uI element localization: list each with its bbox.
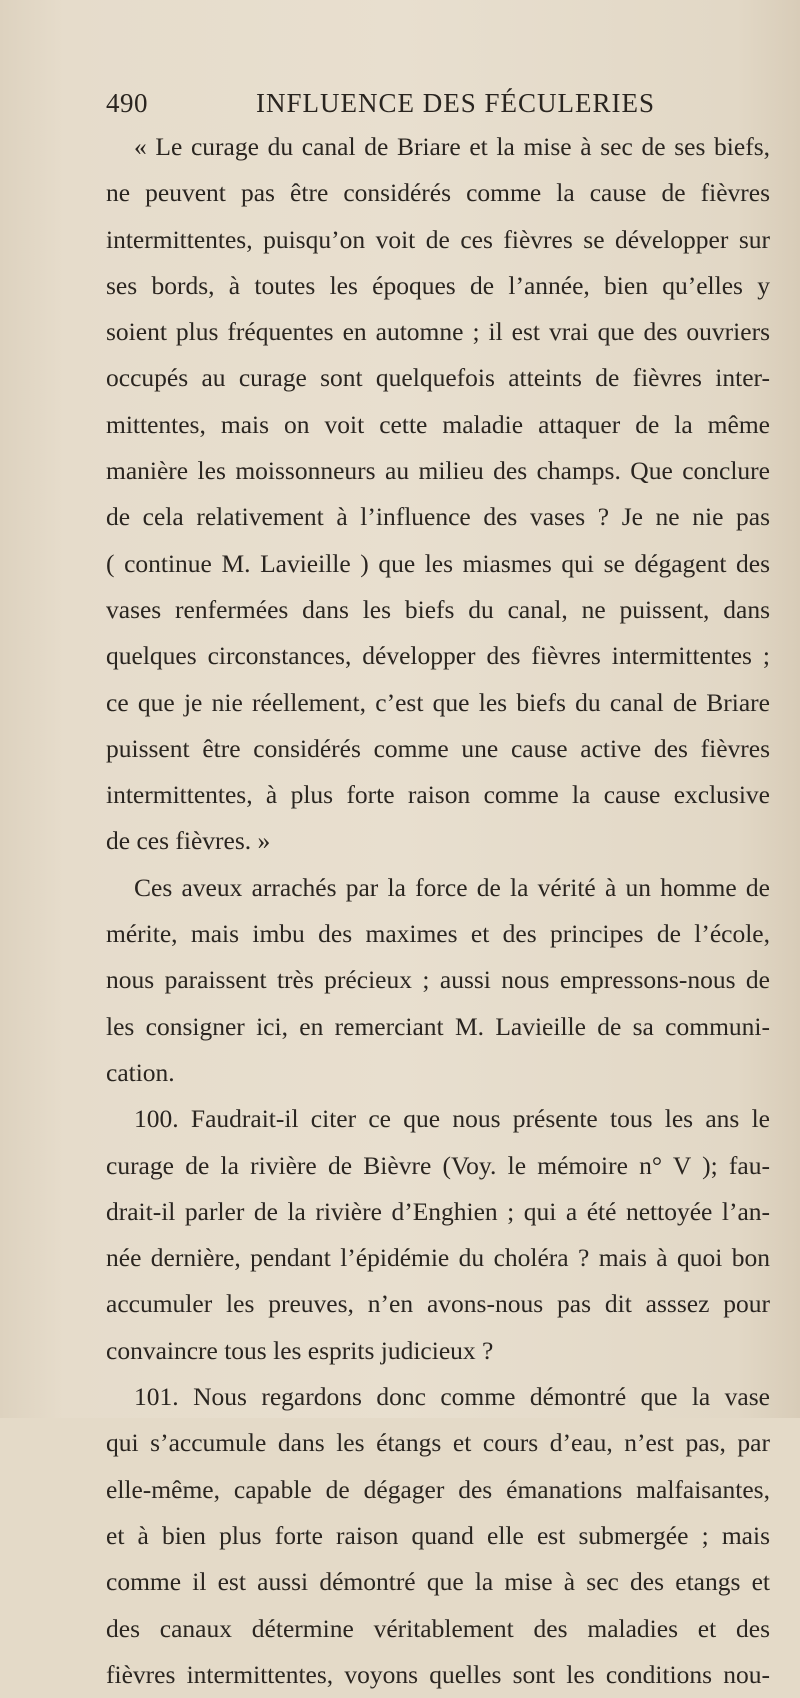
text-line: intermittentes, puisqu’on voit de ces fièvres se développer sur [106, 224, 770, 254]
text-line: curage de la rivière de Bièvre (Voy. le mémoire n° V ); fau- [106, 1150, 770, 1180]
text-line: ( continue M. Lavieille ) que les miasmes qui se dégagent des [106, 548, 770, 578]
text-line: les consigner ici, en remerciant M. Lavieille de sa communi- [106, 1011, 770, 1041]
page-number: 490 [106, 88, 148, 118]
text-line: comme il est aussi démontré que la mise à sec des etangs et [106, 1567, 770, 1597]
text-line: de cela relativement à l’influence des vases ? Je ne nie pas [106, 502, 770, 532]
text-line: ce que je nie réellement, c’est que les biefs du canal de Briare [106, 687, 770, 717]
text-line: mittentes, mais on voit cette maladie attaquer de la même [106, 409, 770, 439]
text-line: convaincre tous les esprits judicieux ? [106, 1335, 494, 1365]
running-title: INFLUENCE DES FÉCULERIES [256, 88, 656, 118]
text-line: ses bords, à toutes les époques de l’année, bien qu’elles y [106, 270, 770, 300]
body-text [106, 124, 770, 1698]
text-line: occupés au curage sont quelquefois atteints de fièvres inter- [106, 363, 770, 393]
text-line: qui s’accumule dans les étangs et cours d’eau, n’est pas, par [106, 1428, 770, 1458]
text-line: manière les moissonneurs au milieu des champs. Que conclure [106, 456, 770, 486]
text-line: 101. Nous regardons donc comme démontré que la vase [134, 1382, 770, 1412]
text-line: drait-il parler de la rivière d’Enghien ; qui a été nettoyée l’an- [106, 1196, 770, 1226]
text-line: nous paraissent très précieux ; aussi nous empressons-nous de [106, 965, 770, 995]
text-line: née dernière, pendant l’épidémie du choléra ? mais à quoi bon [106, 1243, 770, 1273]
text-line: vases renfermées dans les biefs du canal, ne puissent, dans [106, 594, 770, 624]
page-header [106, 88, 760, 128]
text-line: et à bien plus forte raison quand elle est submergée ; mais [106, 1520, 770, 1550]
text-line: 100. Faudrait-il citer ce que nous présente tous les ans le [134, 1104, 770, 1134]
text-line: des canaux détermine véritablement des maladies et des [106, 1613, 770, 1643]
text-line: soient plus fréquentes en automne ; il est vrai que des ouvriers [106, 317, 770, 347]
text-line: quelques circonstances, développer des fièvres intermittentes ; [106, 641, 770, 671]
text-line: « Le curage du canal de Briare et la mise à sec de ses biefs, [134, 132, 770, 161]
text-line: Ces aveux arrachés par la force de la vérité à un homme de [134, 872, 770, 902]
text-line: ne peuvent pas être considérés comme la cause de fièvres [106, 178, 770, 208]
text-line: intermittentes, à plus forte raison comme la cause exclusive [106, 780, 770, 810]
text-line: fièvres intermittentes, voyons quelles sont les conditions nou- [106, 1659, 770, 1689]
text-line: de ces fièvres. » [106, 826, 271, 856]
text-line: mérite, mais imbu des maximes et des principes de l’école, [106, 919, 770, 949]
text-line: cation. [106, 1057, 175, 1087]
text-line: accumuler les preuves, n’en avons-nous pas dit asssez pour [106, 1289, 770, 1319]
text-line: elle-même, capable de dégager des émanations malfaisantes, [106, 1474, 770, 1504]
text-line: puissent être considérés comme une cause active des fièvres [106, 733, 770, 763]
